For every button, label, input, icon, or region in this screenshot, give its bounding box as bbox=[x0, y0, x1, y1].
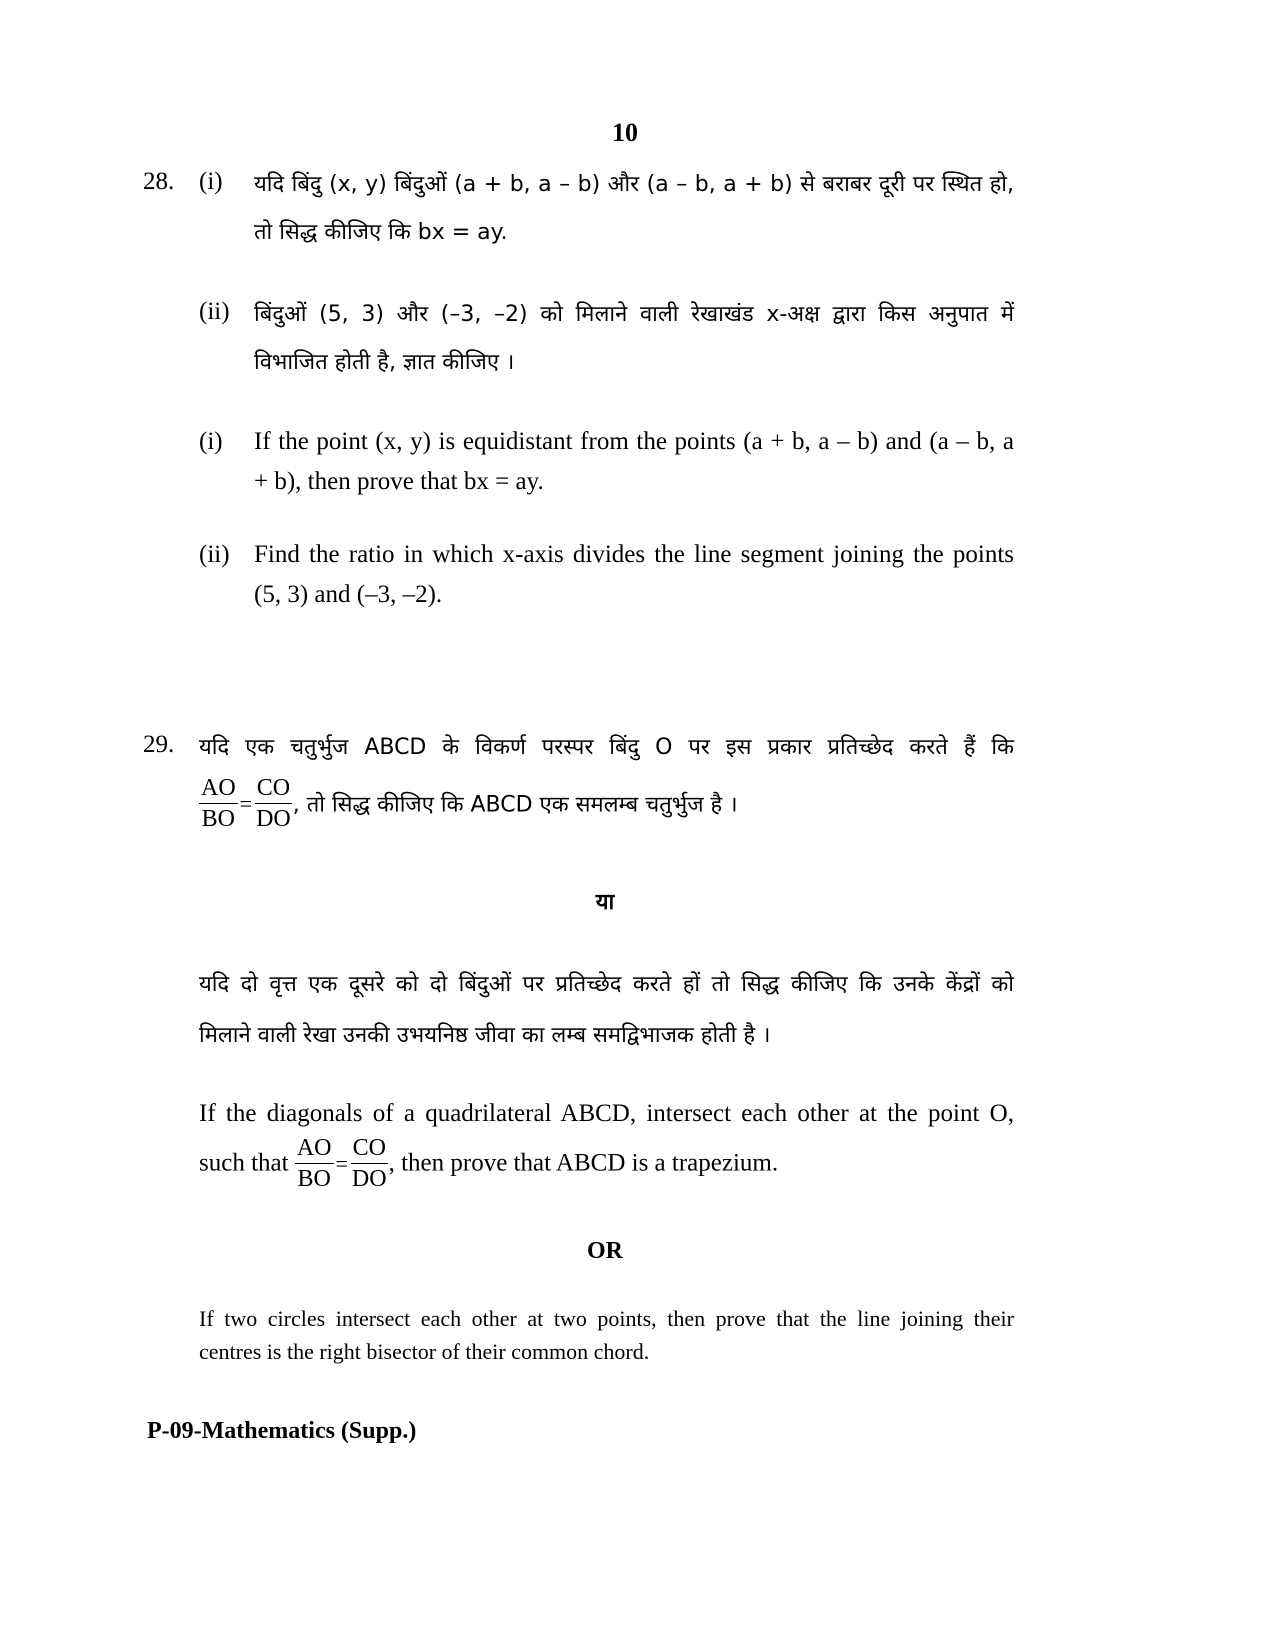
q28-hindi-part-i-label: (i) bbox=[199, 168, 223, 195]
q29-hindi-line1: यदि एक चतुर्भुज ABCD के विकर्ण परस्पर बिंदु O पर इस प्रकार प्रतिच्छेद करते हैं कि bbox=[199, 735, 1014, 760]
q29-english-alt-line1: If two circles intersect each other at two points, then prove that the line joining their bbox=[199, 1306, 1014, 1331]
fraction-denominator: BO bbox=[297, 1166, 331, 1192]
fraction-numerator: AO bbox=[199, 776, 238, 804]
q29-hindi-alt-line2: मिलाने वाली रेखा उनकी उभयनिष्ठ जीवा का लम्ब समद्विभाजक होती है । bbox=[199, 1023, 771, 1048]
footer-paper-code: P-09-Mathematics (Supp.) bbox=[147, 1418, 417, 1444]
q29-english-alt-line2: centres is the right bisector of their common chord. bbox=[199, 1339, 650, 1364]
question-29-number: 29. bbox=[143, 731, 175, 758]
q28-english-part-i-line2: + b), then prove that bx = ay. bbox=[254, 468, 544, 495]
q28-hindi-part-i-line1: यदि बिंदु (x, y) बिंदुओं (a + b, a – b) और (a – b, a + b) से बराबर दूरी पर स्थित हो, bbox=[254, 172, 1014, 197]
q28-english-part-ii-line2: (5, 3) and (–3, –2). bbox=[254, 581, 443, 608]
fraction-numerator: AO bbox=[295, 1136, 334, 1164]
q28-english-part-i-label: (i) bbox=[199, 428, 223, 455]
q29-hindi-line2 bbox=[199, 776, 738, 831]
page-number: 10 bbox=[612, 118, 638, 147]
q29-english-line2 bbox=[199, 1136, 778, 1191]
fraction-denominator: DO bbox=[351, 1166, 387, 1192]
question-28-number: 28. bbox=[143, 168, 175, 195]
q29-hindi-line2-text: , तो सिद्ध कीजिए कि ABCD एक समलम्ब चतुर्भुज है । bbox=[292, 792, 738, 818]
fraction-ao-bo bbox=[199, 776, 238, 831]
or-english-heading: OR bbox=[587, 1238, 623, 1264]
q29-english-line2-suffix: , then prove that ABCD is a trapezium. bbox=[388, 1149, 779, 1177]
q28-hindi-part-ii-line1: बिंदुओं (5, 3) और (–3, –2) को मिलाने वाली रेखाखंड x-अक्ष द्वारा किस अनुपात में bbox=[254, 302, 1014, 327]
q28-english-part-ii-line1: Find the ratio in which x-axis divides the line segment joining the points bbox=[254, 541, 1014, 568]
q28-hindi-part-i-line2: तो सिद्ध कीजिए कि bx = ay. bbox=[254, 220, 508, 245]
q28-hindi-part-ii-line2: विभाजित होती है, ज्ञात कीजिए । bbox=[254, 350, 515, 375]
q28-english-part-i-line1: If the point (x, y) is equidistant from the points (a + b, a – b) and (a – b, a bbox=[254, 428, 1014, 455]
fraction-numerator: CO bbox=[255, 776, 292, 804]
equals-sign: = bbox=[335, 1150, 348, 1176]
equals-sign: = bbox=[239, 790, 253, 816]
fraction-co-do bbox=[350, 1136, 389, 1191]
fraction-ao-bo bbox=[295, 1136, 334, 1191]
q28-english-part-ii-label: (ii) bbox=[199, 541, 230, 568]
q29-english-line1: If the diagonals of a quadrilateral ABCD, intersect each other at the point O, bbox=[199, 1100, 1014, 1127]
fraction-denominator: BO bbox=[201, 806, 235, 832]
q29-english-line2-prefix: such that bbox=[199, 1149, 295, 1177]
q29-hindi-alt-line1: यदि दो वृत्त एक दूसरे को दो बिंदुओं पर प्रतिच्छेद करते हों तो सिद्ध कीजिए कि उनके केंद्रों को bbox=[199, 972, 1014, 997]
q28-hindi-part-ii-label: (ii) bbox=[199, 298, 230, 325]
fraction-numerator: CO bbox=[351, 1136, 388, 1164]
fraction-denominator: DO bbox=[256, 806, 291, 832]
or-hindi-heading: या bbox=[595, 890, 615, 915]
fraction-co-do bbox=[254, 776, 293, 831]
